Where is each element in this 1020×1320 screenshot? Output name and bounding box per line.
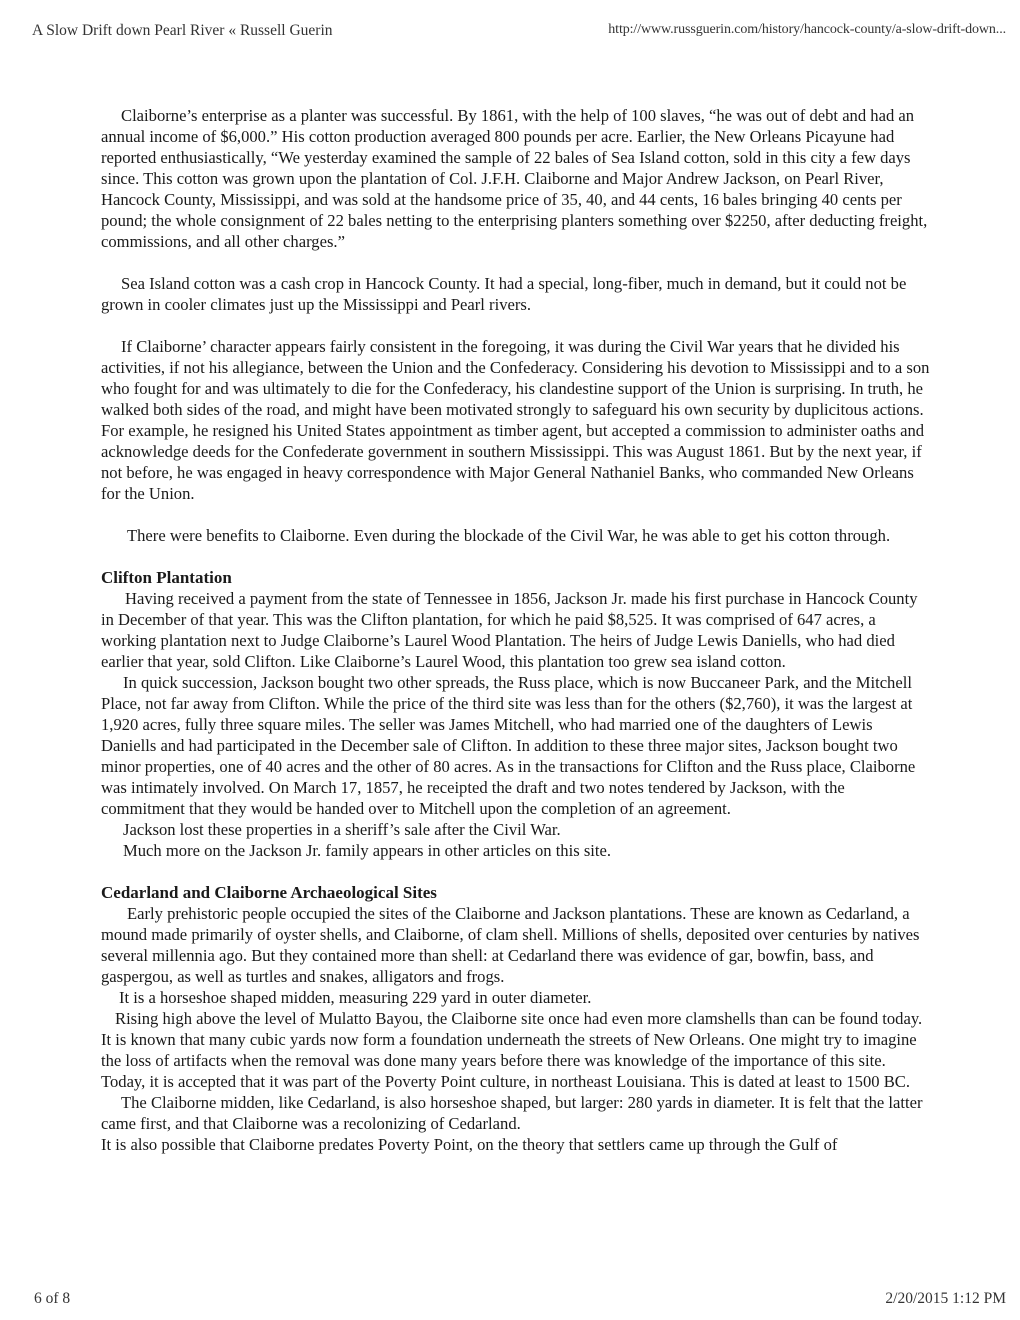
paragraph: Having received a payment from the state of Tennessee in 1856, Jackson Jr. made his first purchase in Hancock County in December of that year. This was the Clifton plantation, for which he paid $8,525. It was comprised of 647 acres, a working plantation next to Judge Claiborne’s Laurel Wood Plantation. The heirs of Judge Lewis Daniells, who had died earlier that year, sold Clifton. Like Claiborne’s Laurel Wood, this plantation too grew sea island cotton. (101, 589, 918, 671)
print-header (32, 22, 1006, 40)
paragraph: Much more on the Jackson Jr. family appears in other articles on this site. (123, 841, 612, 860)
paragraph: Rising high above the level of Mulatto Bayou, the Claiborne site once had even more clamshells than can be found today. It is known that many cubic yards now form a foundation underneath the streets of New Orleans. One might try to imagine the loss of artifacts when the removal was done many years before there was knowledge of the importance of this site. Today, it is accepted that it was part of the Poverty Point culture, in northeast Louisiana. This is dated at least to 1500 BC. (101, 1009, 923, 1091)
paragraph: In quick succession, Jackson bought two other spreads, the Russ place, which is now Buccaneer Park, and the Mitchell Place, not far away from Clifton. While the price of the third site was less than for the others ($2,760), it was the largest at 1,920 acres, fully three square miles. The seller was James Mitchell, who had married one of the daughters of Lewis Daniells and had participated in the December sale of Clifton. In addition to these three major sites, Jackson bought two minor properties, one of 40 acres and the other of 80 acres. As in the transactions for Clifton and the Russ place, Claiborne was intimately involved. On March 17, 1857, he receipted the draft and two notes tendered by Jackson, with the commitment that they would be handed over to Mitchell upon the completion of an agreement. (101, 673, 916, 818)
print-timestamp: 2/20/2015 1:12 PM (885, 1290, 1006, 1307)
paragraph: Claiborne’s enterprise as a planter was successful. By 1861, with the help of 100 slaves, “he was out of debt and had an annual income of $6,000.” His cotton production averaged 800 pounds per acre. Earlier, the New Orleans Picayune had reported enthusiastically, “We yesterday examined the sample of 22 bales of Sea Island cotton, sold in this city a few days since. This cotton was grown upon the plantation of Col. J.F.H. Claiborne and Major Andrew Jackson, on Pearl River, Hancock County, Mississippi, and was sold at the handsome price of 35, 40, and 44 cents, 16 bales bringing 40 cents per pound; the whole consignment of 22 bales netting to the enterprising planters something over $2250, after deducting freight, commissions, and all other charges.” (101, 106, 928, 251)
paragraph: The Claiborne midden, like Cedarland, is also horseshoe shaped, but larger: 280 yards in diameter. It is felt that the latter came first, and that Claiborne was a recolonizing of Cedarland. (101, 1093, 923, 1133)
paragraph: Sea Island cotton was a cash crop in Hancock County. It had a special, long-fiber, much in demand, but it could not be grown in cooler climates just up the Mississippi and Pearl rivers. (101, 274, 907, 314)
page-number: 6 of 8 (34, 1290, 71, 1307)
section-heading-clifton: Clifton Plantation (101, 568, 232, 587)
paragraph: Jackson lost these properties in a sheriff’s sale after the Civil War. (123, 820, 561, 839)
article-body (101, 105, 931, 1155)
paragraph: There were benefits to Claiborne. Even during the blockade of the Civil War, he was able to get his cotton through. (127, 526, 891, 545)
section-heading-cedarland: Cedarland and Claiborne Archaeological Sites (101, 883, 437, 902)
paragraph: If Claiborne’ character appears fairly consistent in the foregoing, it was during the Civil War years that he divided his activities, if not his allegiance, between the Union and the Confederacy. Considering his devotion to Mississippi and to a son who fought for and was ultimately to die for the Confederacy, his clandestine support of the Union is surprising. In truth, he walked both sides of the road, and might have been motivated strongly to safeguard his own security by duplicitous actions. For example, he resigned his United States appointment as timber agent, but accepted a commission to administer oaths and acknowledge deeds for the Confederate government in southern Mississippi. This was August 1861. But by the next year, if not before, he was engaged in heavy correspondence with Major General Nathaniel Banks, who commanded New Orleans for the Union. (101, 337, 930, 503)
paragraph: Early prehistoric people occupied the sites of the Claiborne and Jackson plantations. These are known as Cedarland, a mound made primarily of oyster shells, and Claiborne, of clam shell. Millions of shells, deposited over centuries by natives several millennia ago. But they contained more than shell: at Cedarland there was evidence of gar, bowfin, bass, and gaspergou, as well as turtles and snakes, alligators and frogs. (101, 904, 920, 986)
paragraph: It is a horseshoe shaped midden, measuring 229 yard in outer diameter. (119, 988, 592, 1007)
print-footer (34, 1290, 1006, 1308)
paragraph: It is also possible that Claiborne predates Poverty Point, on the theory that settlers came up through the Gulf of (101, 1135, 838, 1154)
page-url: http://www.russguerin.com/history/hancock-county/a-slow-drift-down... (608, 22, 1006, 37)
page-title: A Slow Drift down Pearl River « Russell Guerin (32, 22, 333, 39)
